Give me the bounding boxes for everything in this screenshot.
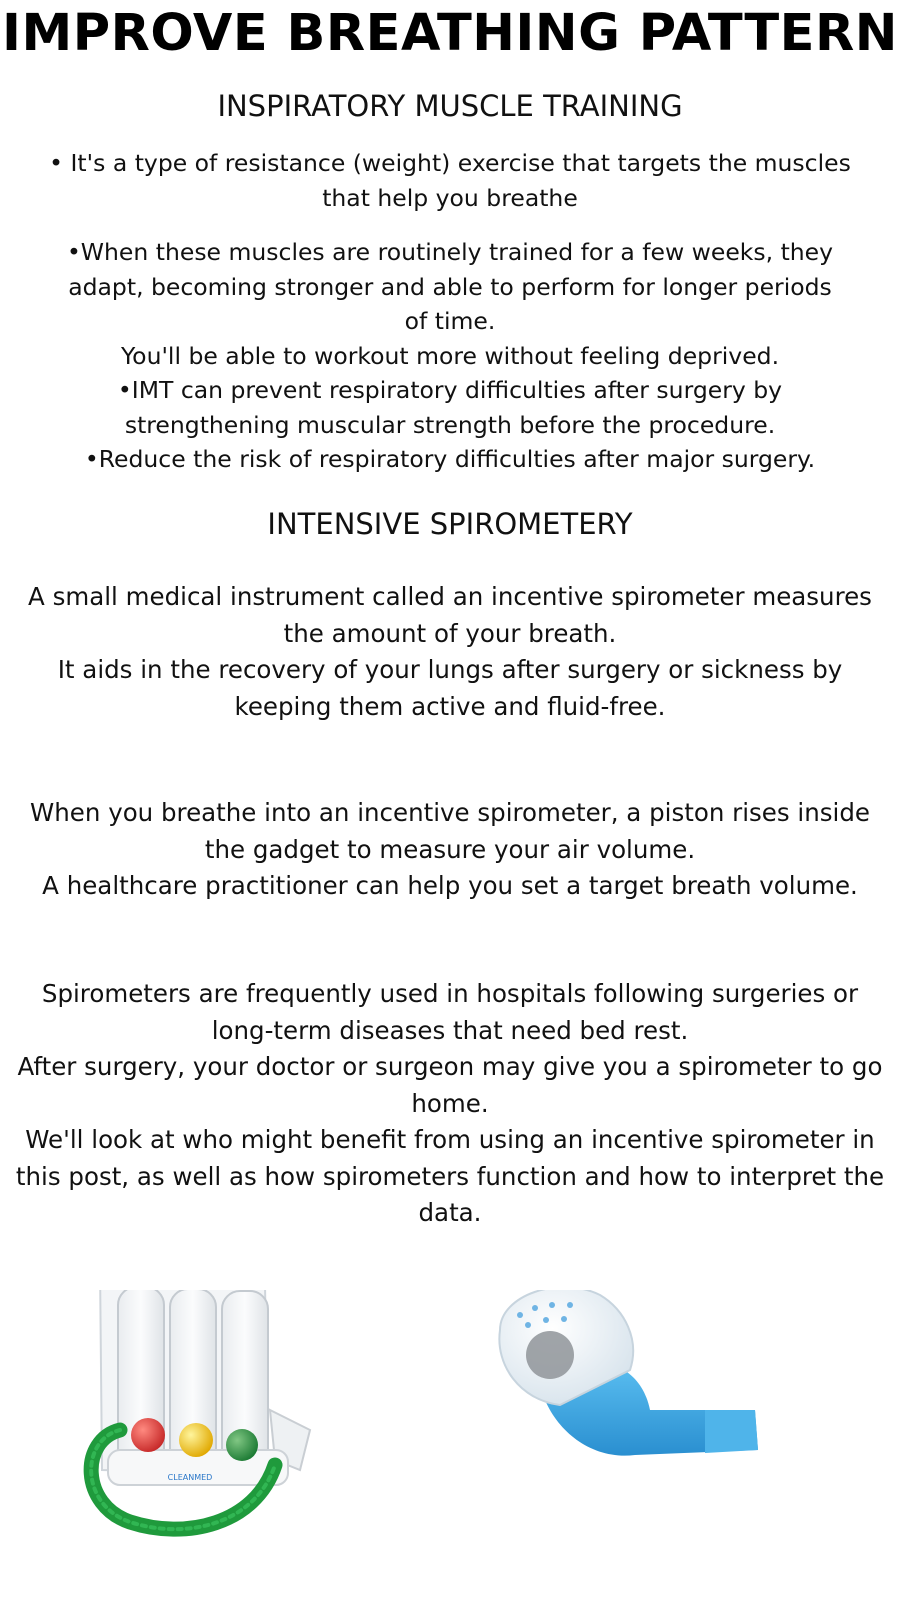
text-line: •Reduce the risk of respiratory difficulties after major surgery.	[84, 445, 816, 473]
device-images	[0, 1290, 900, 1600]
blue-imt-device-image	[499, 1290, 758, 1456]
text-line: You'll be able to workout more without feeling deprived.	[120, 341, 780, 370]
text-line: that help you breathe	[322, 183, 578, 212]
text-line: long-term diseases that need bed rest.	[211, 1015, 689, 1045]
page-title: IMPROVE BREATHING PATTERN	[2, 4, 898, 63]
imt-paragraph-2	[0, 235, 900, 477]
svg-text:CLEANMED: CLEANMED	[167, 1473, 213, 1482]
text-line: •When these muscles are routinely trained for a few weeks, they	[66, 238, 834, 266]
device-images-svg	[0, 1290, 900, 1600]
text-line: When you breathe into an incentive spirometer, a piston rises inside	[30, 798, 870, 827]
text-line: the amount of your breath.	[283, 618, 617, 648]
text-line: the gadget to measure your air volume.	[204, 834, 696, 864]
text-line: strengthening muscular strength before the procedure.	[124, 410, 776, 439]
text-line: We'll look at who might benefit from using an incentive spirometer in	[25, 1125, 875, 1154]
text-line: It aids in the recovery of your lungs after surgery or sickness by	[57, 655, 843, 684]
text-line: A healthcare practitioner can help you set a target breath volume.	[42, 871, 858, 900]
text-line: keeping them active and fluid-free.	[234, 691, 666, 721]
text-line: A small medical instrument called an incentive spirometer measures	[28, 582, 872, 611]
text-line: home.	[411, 1088, 489, 1118]
text-line: •IMT can prevent respiratory difficulties after surgery by	[117, 376, 783, 404]
text-line: this post, as well as how spirometers function and how to interpret the	[15, 1161, 885, 1191]
text-line: • It's a type of resistance (weight) exercise that targets the muscles	[49, 149, 851, 177]
text-line: Spirometers are frequently used in hospitals following surgeries or	[41, 979, 859, 1008]
spirometry-paragraph-3	[0, 976, 900, 1232]
section-heading-imt: INSPIRATORY MUSCLE TRAINING	[217, 89, 683, 123]
three-ball-spirometer-image	[91, 1290, 310, 1529]
imt-paragraph-1	[0, 146, 900, 215]
text-line: data.	[418, 1198, 482, 1227]
text-line: adapt, becoming stronger and able to perform for longer periods	[68, 272, 832, 301]
section-heading-spirometry: INTENSIVE SPIROMETERY	[267, 507, 633, 541]
text-line: After surgery, your doctor or surgeon may give you a spirometer to go	[17, 1052, 883, 1081]
text-line: of time.	[404, 307, 496, 335]
spirometry-paragraph-1	[0, 579, 900, 725]
spirometry-paragraph-2	[0, 795, 900, 905]
